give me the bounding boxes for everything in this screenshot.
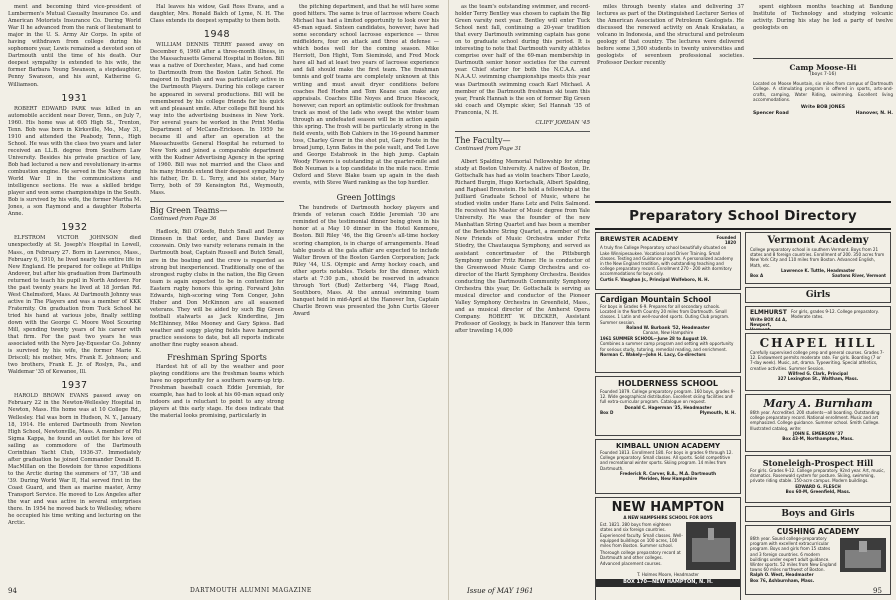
boys-and-girls-heading: Boys and Girls <box>745 506 891 522</box>
section-heading: The Faculty— <box>455 135 511 145</box>
school-town: Saxtons River, Vermont <box>832 273 886 279</box>
school-contact: T. Holmes Moore, Headmaster <box>637 572 699 578</box>
school-description: College preparatory school in southern Vermont. Boys from 21 states and 8 foreign countries. Enrollment of 200. 350 acres from New York City and 110 miles from Boston. Advanced English, Math, etc. <box>750 247 885 268</box>
school-description: Est. 1821. 280 boys from eighteen states and six foreign countries. Experienced faculty. Small classes. Well-equipped buildings on 100 acres, 100 miles from Boston. Summer school. <box>600 522 683 549</box>
article-text: spent eighteen months teaching at Bandung Institute of Technology and studying volcanic activity. During his stay he led a party of twelve geologists on <box>753 4 893 32</box>
camp-name: Camp Moose-Hi <box>789 63 857 72</box>
stoneleigh-ad <box>745 455 891 503</box>
school-name: Stoneleigh-Prospect Hill <box>762 458 874 468</box>
school-contact: Frederick R. Carver, B.A., M.A. Dartmouth <box>619 470 717 476</box>
article-text: Albert Spalding Memorial Fellowship for string study at Boston University. A native of Boston, Dr. Gottschalk has had as violin teachers Tibor Laszlo, Richard Burgin, Hugo Kortschalk, Albert Spalding, and Raphael Bronstein. He held a fellowship at the Juilliard Graduate School of Music, where he studied violin under Hans Letz and Felix Salmond. He received his Master of Music degree from Yale University. He was the founder of the new Manhattan String Quartet and has been a member of the Berkshire String Quartet, a member of the New Friends of Music Orchestra under Fritz Stiedry, the Chautauqua Symphony, and served as assistant concertmaster of the Pittsburgh Symphony under Fritz Reiner. He is conductor of the Greenwood Music Camp Orchestra and co-director of the Hartt Symphony Orchestra. Besides conducting the Dartmouth Community Symphony Orchestra this year, Dr. Gottschalk is serving as musical director and conductor of the Pioneer Valley Symphony Orchestra in Greenfield, Mass., and as musical director of the Amherst Opera Company. ROBERT W. DECKER, Assistant Professor of Geology, is back in Hanover this term after traveling 14,000 <box>455 158 590 335</box>
school-description: Founded 1879. College preparatory program. 160 boys, grades 9-12. Wide geographical distribution. Excellent skiing facilities and full extra-curricular program. Catalogue on request. <box>600 389 735 405</box>
left-column-2 <box>150 4 284 589</box>
new-hampton-ad <box>595 497 741 600</box>
class-year-heading: 1931 <box>61 92 88 104</box>
school-name: CUSHING ACADEMY <box>776 527 860 536</box>
school-contact: EDWARD G. FLESCH <box>795 483 841 489</box>
article-text: the pitching department, and that he will have some good hitters. The same is true of lacrosse where Coach Michael has had a limited opportunity to look over his 45-man squad. Sixteen candidates, however, have had some secondary school lacrosse experience — three midfielders, four on attack and three at defense — which bodes well for the coming season. Mike Herriott, Don Hight, Tom Sieminski, and Fred Mock have all had at least two years of lacrosse experience and fall should make the first team. The freshman tennis and golf teams are completely unknown at this writing and must await dryer conditions before coaches Red Hoehn and Tom Keane can make any appraisals. Coaches Ellie Noyes and Bruce Hescock, however, can report an optimistic outlook for freshman track as most of the lads who swept the winter team through an undefeated season will be in action again this spring. The frosh will be particularly strong in the field events, with Bob Cahiers in the 16-pound hammer toss, Charley Greer in the shot put, Gary Foote in the broad jump, Lynn Bates in the pole vault, and Ted Love and George Estabrook in the high jump. Captain Woody Flowers is outstanding at the quarter-mile and Bob Neuman is a top candidate in the mile race. Ernie Oxford and Steve Blake team up again in the dash events, with Steve Ward ranking as the top hurdler. <box>293 4 439 187</box>
camp-address: Spencer Road <box>753 111 789 117</box>
school-name: Vermont Academy <box>767 235 869 246</box>
school-name: HOLDERNESS SCHOOL <box>618 379 718 388</box>
school-box: Box D <box>600 409 614 415</box>
school-name: KIMBALL UNION ACADEMY <box>615 442 721 450</box>
left-column-1 <box>8 4 141 589</box>
section-heading: Green Jottings <box>336 193 396 203</box>
school-tagline: A NEW HAMPSHIRE SCHOOL FOR BOYS <box>623 515 713 520</box>
divider <box>455 131 590 132</box>
obituary-text: HAROLD BROWN EVANS passed away on February 22 in the Newton-Wellesley Hospital in Newton, Mass. His home was at 10 College Rd., Wellesley. Hal was born in Hudson, N. Y., January 18, 1914. He entered Dartmouth from Newton High School, Newtonville, Mass. A member of Phi Sigma Kappa, he found an outlet for his love of sailing as commodore of the Dartmouth Corinthian Yacht Club, 1936-37. Immediately after graduation he joined Commander Donald B. MacMillan on the Bowdoin for three expeditions to the Arctic during the summers of '37, '38 and '39. During World War II, Hal served first in the Coast Guard, and then as marine master, Army Transport Service. He moved to Los Angeles after the war and was active in several enterprises there. In 1954 he moved back to Wellesley, where he occupied his time writing and lecturing on the Arctic. <box>8 393 141 527</box>
school-address: Meriden, New Hampshire <box>638 476 698 482</box>
directory-column-left <box>595 232 741 600</box>
camp-town: Hanover, N. H. <box>855 111 893 117</box>
founded-note: Founded 1820 <box>716 235 736 246</box>
page-number: 94 <box>8 587 17 595</box>
girls-heading: Girls <box>745 287 891 303</box>
brewster-ad <box>595 232 741 290</box>
section-heading: Freshman Spring Sports <box>167 353 267 363</box>
kimball-ad <box>595 439 741 494</box>
school-description: A truly fine College Preparatory school beautifully situated on Lake Winnipesaukee. Vocational and Driver Training. Small classes. Testing and Guidance program. A personalized academy in the New England tradition, with outstanding teaching and college preparatory record. Enrollment 270 - 200 with dormitory accommodations for boys only. <box>600 245 734 277</box>
holderness-ad <box>595 376 741 436</box>
divider <box>150 201 284 202</box>
summer-school-description: Combines a summer camp program and setting with opportunity for serious study, tutoring, remedial reading, and enrichment. <box>600 341 734 352</box>
school-description: For girls, grades 9-12. College preparatory. Moderate rates. <box>791 309 879 320</box>
school-name: CHAPEL HILL <box>759 336 877 350</box>
summer-school-contact: Norman C. Wakely—John H. Lacy, Co-directors <box>600 351 706 357</box>
article-text: The hundreds of Dartmouth hockey players and friends of veteran coach Eddie Jeremiah '30 are reminded of the testimonial dinner being given in his honor at a May 10 dinner in the Hotel Kenmore, Boston. Bill Riley '46, the Big Green's all-time hockey scoring champion, is in charge of arrangements. Head table guests at the gala affair are expected to include Walter Brown of the Boston Garden Corporation; Jack Riley '44, U.S. Olympic and Army hockey coach, and other sports notables. Tickets for the dinner, which starts at 7:30 p.m., should be reserved in advance through Yort (Bud) Zetterberg '44, Flagg Road, Southboro, Mass. At the annual swimming team banquet held in mid-April at the Hanover Inn, Captain Charlie Brown was presented the John Curtis Glover Award <box>293 205 439 317</box>
directory-title: Preparatory School Directory <box>595 201 891 230</box>
camp-ad <box>753 58 893 195</box>
cushing-ad <box>745 525 891 595</box>
school-address: Box 60-M, Greenfield, Mass. <box>785 488 851 494</box>
school-box: Box A <box>750 273 764 279</box>
school-name: BREWSTER ACADEMY <box>600 235 679 243</box>
cardigan-ad <box>595 293 741 373</box>
obituary-text: WILLIAM DENNIS TERRY passed away on December 6, 1960 after a three-month illness, in the Massachusetts General Hospital in Boston. Bill was a native of Dorchester, Mass., and had come to Dartmouth from the Boston Latin School. He majored in English and was particularly active in the Dartmouth Players. During his college career he appeared in several productions. Bill will be remembered by his college friends for his quick wit and pleasant smile. After college Bill found his way into the advertising business in New York. For several years he worked in the Print Media Department of McCann-Erickson. In 1959 he became ill and after an operation at the Massachusetts General Hospital he returned to New York and joined a comparable department with the Kudner Advertising Agency in the spring of 1960. Bill was not married and the Class and his many friends extend their deepest sympathy to his father, Dr. D. L. Terry, and his sister, Mary Terry, both of 59 Kensington Rd., Weymouth, Mass. <box>150 42 284 197</box>
campus-photo <box>686 522 736 570</box>
school-contact: Wilfred G. Clark, Principal <box>788 370 848 376</box>
school-description: 86th year. Accredited. 200 students—all boarding. Outstanding college preparatory record. National enrollment. Music and art emphasized. College guidance. Summer school. Smith College. Illustrated catalog, write: <box>750 410 880 431</box>
burnham-ad <box>745 394 891 452</box>
school-description: Carefully supervised college prep and general courses. Grades 7-12. Endowment permits moderate rate. For girls. Boarding (7 or 7-day week). Music, art, drama. Typewriting. Special athletics, creative activities. Summer Session. <box>750 350 885 371</box>
issue-date: Issue of MAY 1961 <box>467 587 534 595</box>
article-text: Hadlock, Bill O'Keefe, Butch Small and Denny Dinneen in that order, and Dave Dawley as coxswain. Only two varsity veterans remain in the Dartmouth boat, Captain Russell and Butch Small, are in the boating and the crew is regarded as strong but inexperienced. Traditionally one of the strongest rugby clubs in the nation, the Big Green team is again expected to be in contention for Eastern rugby honors this spring. Forward John Edwards, high-scoring wing Tom Conger, John Huber and Don McKinnon are all seasoned veterans. They will be aided by such Big Green football stalwarts as Jack Kinderdine, Jim McElhinney, Mike Mooney and Gary Spiess. Bad weather and soggy playing fields have hampered practice sessions to date, but all reports indicate another fine rugby season ahead. <box>150 229 284 349</box>
section-heading: Big Green Teams— <box>150 206 228 216</box>
right-column-1 <box>455 4 590 589</box>
class-year-heading: 1948 <box>203 29 231 41</box>
school-contact: Roland W. Burbank '52, Headmaster <box>626 324 710 330</box>
school-name: Mary A. Burnham <box>763 397 873 410</box>
class-year-heading: 1937 <box>61 380 88 392</box>
school-town: Plymouth, N. H. <box>699 409 736 415</box>
continued-note: Continued from Page 36 <box>150 216 217 223</box>
camp-ages: (boys 7-16) <box>809 72 837 77</box>
school-address: BOX 170—NEW HAMPTON, N. H. <box>596 579 740 586</box>
left-column-3 <box>293 4 439 589</box>
magazine-title: DARTMOUTH ALUMNI MAGAZINE <box>190 587 312 594</box>
obituary-text: ROBERT EDWARD PARK was killed in an automobile accident near Dover, Tenn., on July 7, 1960. His home was at 605 High St., Trenton, Tenn. Bob was born in Kirksville, Mo., May 31, 1910 and attended the Peabody, Tenn., High School. He was with the class two years and later received an LL.B. degree from Southern Law University. Besides his private practice of law, Bob had lectured a new and revolutionary in-arms combustion engine. He served in the Navy during World War II in the communications and intelligence sections. He was a skilled bridge player and won some championships in the South. Bob is survived by his wife, the former Martha M. Jones, a son Raymond and a daughter Roberta Anne. <box>8 105 141 218</box>
right-page <box>448 0 896 600</box>
school-address: Box 76, Ashburnham, Mass. <box>750 577 815 583</box>
school-contact: Write BOX 44 A, Newport, Vermont <box>750 317 787 330</box>
directory-column-right <box>745 232 891 598</box>
school-name: NEW HAMPTON <box>611 500 725 515</box>
school-address: Canaan, New Hampshire <box>642 330 694 336</box>
elmhurst-ad <box>745 306 891 330</box>
school-contact: Donald C. Hagerman '35, Headmaster <box>624 404 712 410</box>
article-text: Hardest hit of all by the weather and poor playing conditions are the freshman teams which have no opportunity for a southern warm-up trip. Freshman baseball coach Eddie Jeremiah, for example, has had to look at his 60-man squad only indoors and is reluctant to point to any strong players at this early stage. He does indicate that the material looks promising, particularly in <box>150 364 284 420</box>
obituary-intro: Hal leaves his widow, Gail Ross Evans, and a daughter, Mrs. Ronald Balch of Lyme, N. H. The Class extends its deepest sympathy to them both. <box>150 4 284 25</box>
school-address: 327 Lexington St., Waltham, Mass. <box>777 376 859 382</box>
summer-school-heading: 1961 SUMMER SCHOOL—June 28 to August 19. <box>600 336 708 342</box>
campus-photo <box>840 538 886 572</box>
vermont-academy-ad <box>745 232 891 284</box>
byline: CLIFF JORDAN '45 <box>535 119 590 126</box>
right-column-2 <box>597 4 744 194</box>
page-number: 95 <box>873 587 882 595</box>
school-name: ELMHURST <box>750 309 787 316</box>
obituary-text: ELFSTROM VICTOR JOHNSON died unexpectedly at St. Joseph's Hospital in Lowell, Mass., on February 27. Born in Lawrence, Mass., February 6, 1910, he lived nearly his entire life in New England. He prepared for college at Phillips Andover, but after his graduation from Dartmouth returned to teach his pupil in North Andover. For the past twenty years he lived at 18 Jordan Rd. West Chelmsford, Mass. At Dartmouth Johnny was active in The Players and was a member of KKK Fraternity. On graduation from Tuck School he tried his hand at various jobs, finally settling down with the George C. Moore Wool Scouring Mill, spending twenty years of his career with that firm. For the past two years he was associated with the Nyro Jay-Equestar Co. Johnny is survived by his wife, the former Marie K. Driscoll; his mother, Mrs. Frank E. Johnson; and two brothers, Frank E. Jr. of Roslyn, Pa., and Waldemar '35 of Kewanee, Ill. <box>8 235 141 376</box>
school-description-2: Thorough college preparatory record at Dartmouth and other colleges. Advanced placement courses. <box>600 550 681 566</box>
continued-note: Continued from Page 31 <box>455 145 522 152</box>
school-contact: Ralph O. West, Headmaster <box>750 572 814 578</box>
school-description: 86th year. Sound college-preparatory program with excellent extracurricular program. Boys and girls from 15 states and 3 foreign countries. 6 modern buildings under expert adult guidance. Winter sports. 52 miles from New England towns 60 miles northwest of Boston. <box>750 536 837 573</box>
class-year-heading: 1932 <box>61 222 88 234</box>
school-address: Box 43-M, Northampton, Mass. <box>782 436 854 442</box>
camp-contact: Write BOB JONES <box>800 105 846 111</box>
school-directory <box>595 201 891 586</box>
school-contact: JOHN E. EMERSON '37 <box>792 430 844 436</box>
school-name: Cardigan Mountain School <box>600 295 712 304</box>
school-contact: Curtis F. Vaughan Jr., Principal Wolfeboro, N. H. <box>600 276 710 282</box>
obituary-intro: ment and becoming third vice-president of Lumbermen's Mutual Casualty Insurance Co. and American Motorists Insurance Co. During World War II he advanced from the rank of lieutenant to major in the U. S. Army Air Corps. In spite of having withdrawn from college during his sophomore year, Lewis remained a devoted son of Dartmouth until the time of his death. Our deepest sympathy is extended to his wife, the former Barbara Young Swanson, a stepdaughter, Penny Swanson, and his aunt, Katherine G. Williamson. <box>8 4 141 88</box>
school-contact: Lawrence K. Tuttle, Headmaster <box>780 267 856 273</box>
article-text: miles through twenty states and delivering 37 lectures as part of the Distinguished Lecturer Series of the American Association of Petroleum Geologists. He discussed the renewed activity on Anak Krakatau, a volcano in Indonesia, and the structural and petroleum geology of that country. The lectures were delivered before some 3,500 students in twenty universities and geologists of seventeen professional societies. Professor Decker recently <box>597 4 744 67</box>
school-description: For girls. Grades 9-12. College preparatory. 92nd year. Art, music, dramatics. Rosenwald system for posture. Skiing, swimming, private riding stable. 150-acre campus. Modern buildings. <box>750 468 885 484</box>
camp-description: Located on Moose Mountain, six miles from campus of Dartmouth College. A stimulating program is offered in sports, arts-and-crafts, camping, Water Riding, swimming. Excellent living accommodations. <box>753 80 893 103</box>
right-column-3 <box>753 4 893 54</box>
school-description: For boys in Grades 6-9. Prepares for all secondary schools. Located in the North Country 20 miles from Dartmouth. Small classes. 1 Latin and well-rounded sports. Outing Club program. Summer session. <box>600 304 730 325</box>
article-text: as the team's outstanding swimmer, and record-holder Terry Bentley was chosen to captain the Big Green varsity next year. Bentley will enter Tuck School next fall, continuing a 20-year tradition that every Dartmouth swimming captain has gone on to graduate school during this period. It is interesting to note that Dartmouth varsity athletes comprise over half of the 69-man membership in Dartmouth senior honor societies for the current year. Chief starter for both the N.C.A.A. and N.A.A.U. swimming championships meets this year was Dartmouth swimming coach Karl Michael. A member of the Dartmouth freshman ski team this year, Frank Hannah is the son of former Big Green ski coach and Olympic skier, Sel Hannah '35 of Franconia, N. H. <box>455 4 590 116</box>
school-description: Founded 1813. Enrollment 180. For boys in grades 9 through 12. College preparatory. Small classes. All sports. Solid competitive and recreational winter sports. Skiing program. 14 miles from Dartmouth. <box>600 450 733 471</box>
chapel-hill-ad <box>745 333 891 391</box>
